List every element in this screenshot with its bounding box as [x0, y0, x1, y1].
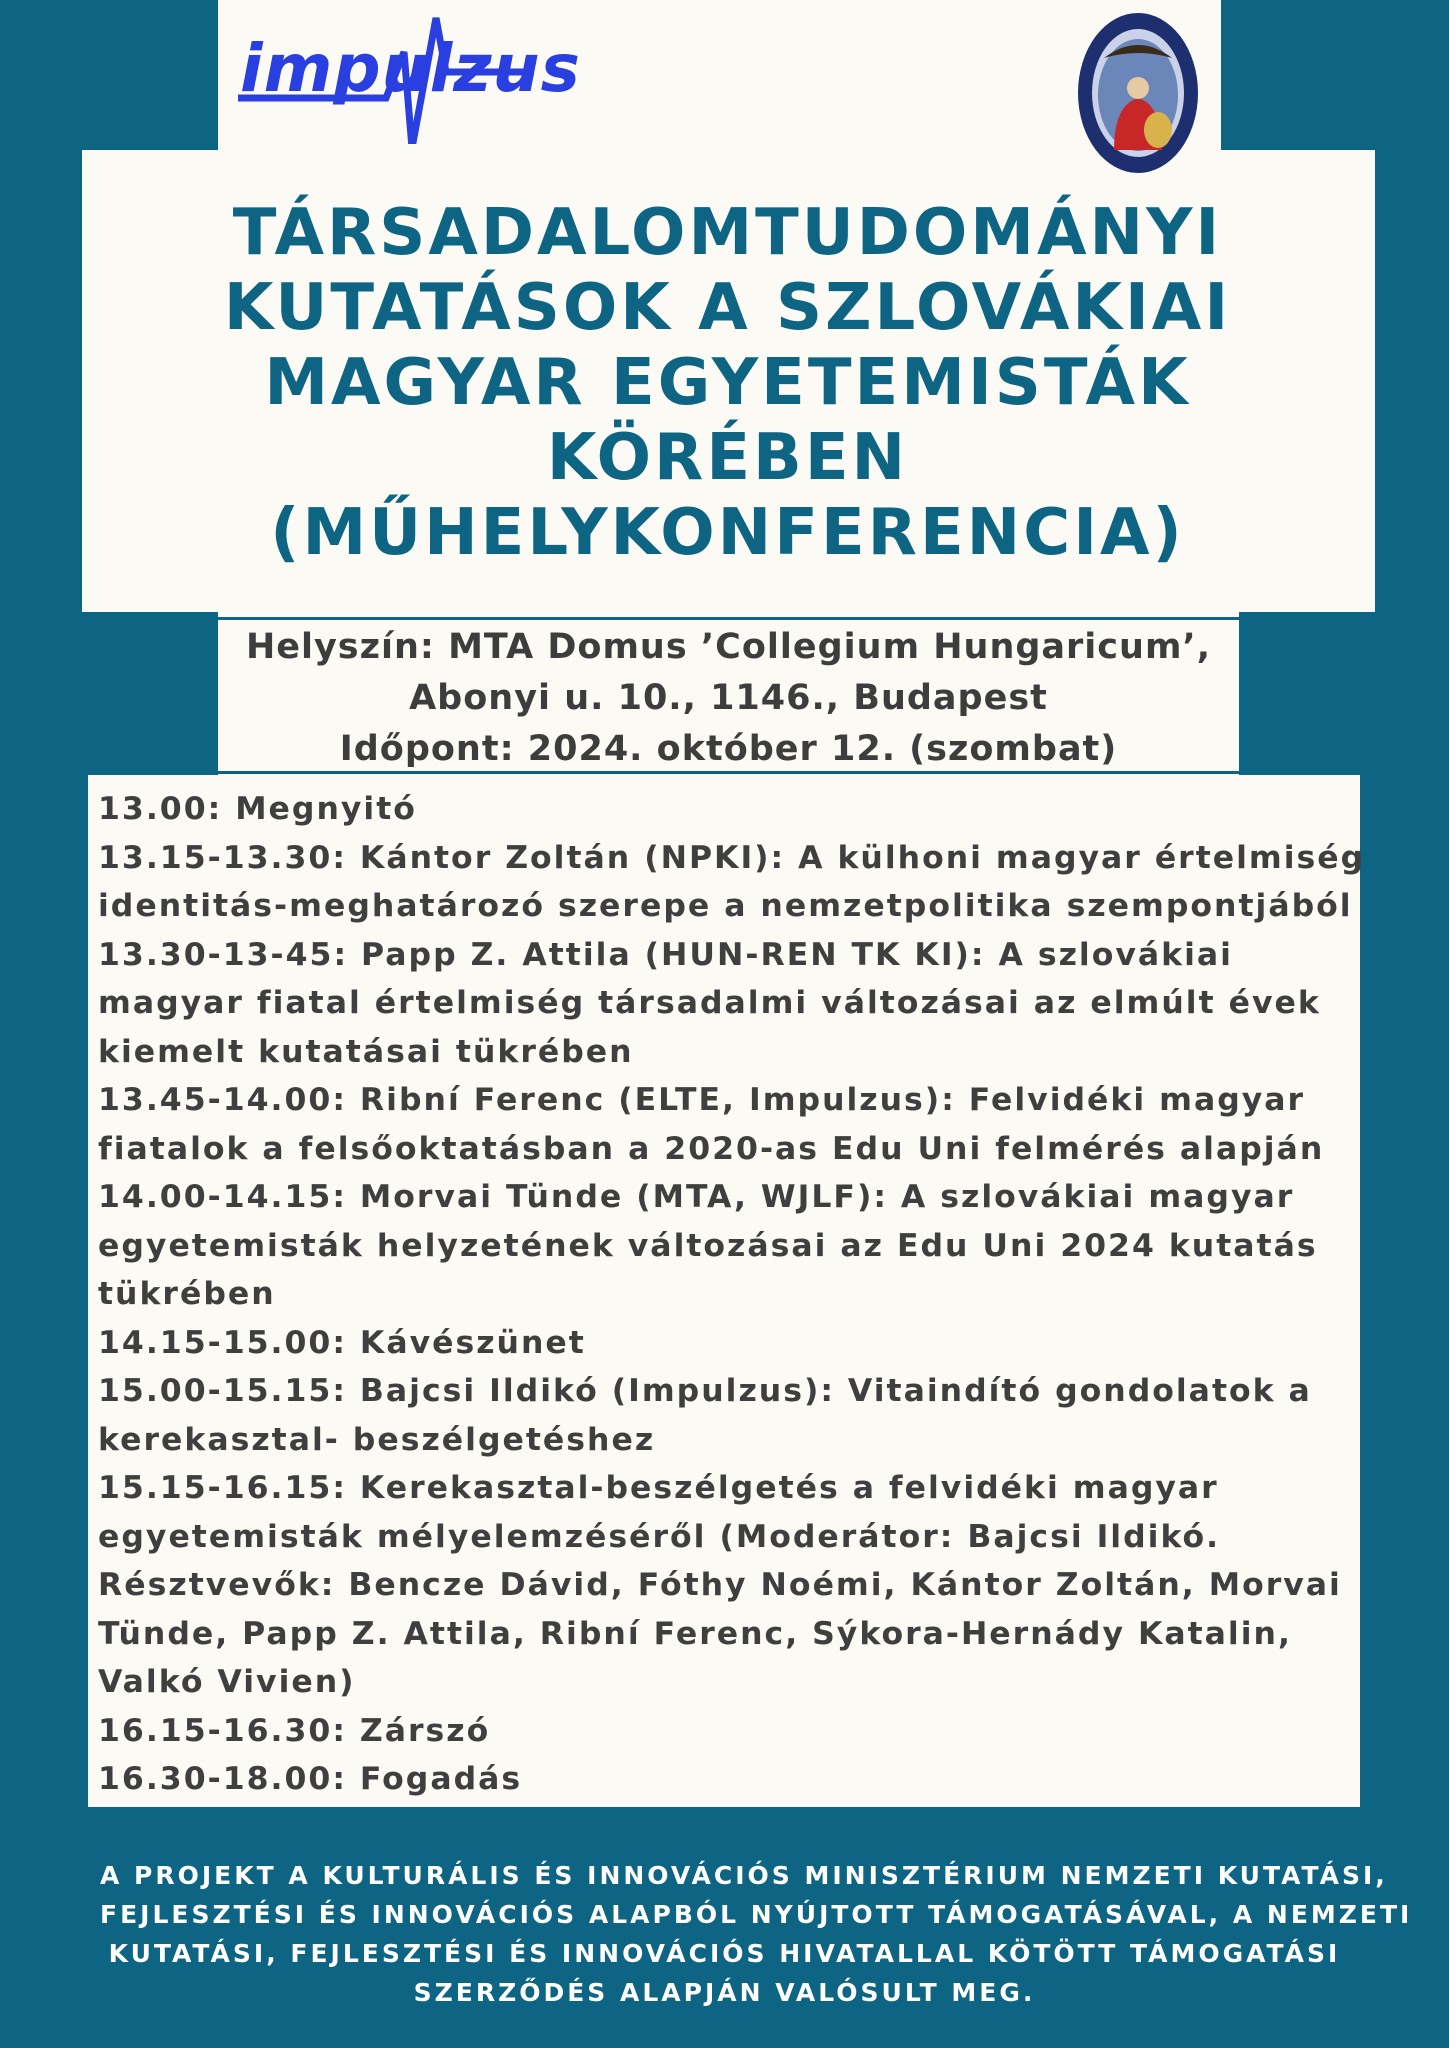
- title-line: KÖRÉBEN: [546, 421, 909, 495]
- program-line: 14.00-14.15: Morvai Tünde (MTA, WJLF): A szlovákiai magyar: [98, 1179, 1295, 1215]
- program-line: 14.15-15.00: Kávészünet: [98, 1324, 586, 1361]
- academy-seal-icon: [1074, 10, 1202, 176]
- title-line: KUTATÁSOK A SZLOVÁKIAI: [223, 271, 1232, 345]
- venue-date: Időpont: 2024. október 12. (szombat): [339, 729, 1118, 769]
- title-line: MAGYAR EGYETEMISTÁK: [264, 346, 1191, 420]
- program-line: kiemelt kutatásai tükrében: [98, 1033, 634, 1070]
- program-line: 13.15-13.30: Kántor Zoltán (NPKI): A külhoni magyar értelmiség: [98, 839, 1366, 876]
- program-line: kerekasztal- beszélgetéshez: [98, 1421, 656, 1458]
- footer-line: FEJLESZTÉSI ÉS INNOVÁCIÓS ALAPBÓL NYÚJTOTT TÁMOGATÁSÁVAL, A NEMZETI: [100, 1900, 1413, 1929]
- title-line: (MŰHELYKONFERENCIA): [270, 496, 1185, 570]
- footer-line: SZERZŐDÉS ALAPJÁN VALÓSULT MEG.: [413, 1978, 1036, 2007]
- program-line: Résztvevők: Bencze Dávid, Fóthy Noémi, Kántor Zoltán, Morvai: [98, 1567, 1342, 1603]
- program-line: egyetemisták mélyelemzéséről (Moderátor: Bajcsi Ildikó.: [98, 1518, 1221, 1555]
- program-list: [98, 785, 1366, 1804]
- impulzus-logo: [236, 12, 581, 144]
- venue-address: Abonyi u. 10., 1146., Budapest: [409, 678, 1048, 718]
- program-line: 13.00: Megnyitó: [98, 791, 417, 827]
- program-line: fiatalok a felsőoktatásban a 2020-as Edu Uni felmérés alapján: [98, 1130, 1325, 1167]
- program-line: egyetemisták helyzetének változásai az Edu Uni 2024 kutatás: [98, 1227, 1318, 1264]
- academy-seal: [1074, 10, 1202, 176]
- program-line: Tünde, Papp Z. Attila, Ribní Ferenc, Sýkora-Hernády Katalin,: [98, 1615, 1292, 1652]
- title-line: TÁRSADALOMTUDOMÁNYI: [232, 196, 1223, 270]
- program-line: 13.45-14.00: Ribní Ferenc (ELTE, Impulzus): Felvidéki magyar: [98, 1082, 1306, 1118]
- program-line: 15.15-16.15: Kerekasztal-beszélgetés a felvidéki magyar: [98, 1470, 1219, 1506]
- funding-note: [100, 1856, 1413, 2012]
- venue-info: [218, 622, 1239, 775]
- program-line: tükrében: [98, 1276, 276, 1312]
- logo-text: impulzus: [240, 30, 581, 107]
- page-title: [100, 196, 1355, 571]
- footer-line: A PROJEKT A KULTURÁLIS ÉS INNOVÁCIÓS MINISZTÉRIUM NEMZETI KUTATÁSI,: [100, 1861, 1388, 1890]
- footer-line: KUTATÁSI, FEJLESZTÉSI ÉS INNOVÁCIÓS HIVATALLAL KÖTÖTT TÁMOGATÁSI: [108, 1939, 1341, 1968]
- program-line: 13.30-13-45: Papp Z. Attila (HUN-REN TK KI): A szlovákiai: [98, 936, 1233, 973]
- divider: [218, 617, 1239, 620]
- program-line: 16.15-16.30: Zárszó: [98, 1712, 491, 1749]
- program-line: 16.30-18.00: Fogadás: [98, 1761, 523, 1797]
- program-line: magyar fiatal értelmiség társadalmi változásai az elmúlt évek: [98, 985, 1321, 1021]
- program-line: identitás-meghatározó szerepe a nemzetpolitika szempontjából: [98, 888, 1353, 924]
- program-line: Valkó Vivien): [98, 1664, 356, 1700]
- program-line: 15.00-15.15: Bajcsi Ildikó (Impulzus): Vitaindító gondolatok a: [98, 1373, 1312, 1409]
- venue-location: Helyszín: MTA Domus ’Collegium Hungaricum’,: [245, 627, 1212, 667]
